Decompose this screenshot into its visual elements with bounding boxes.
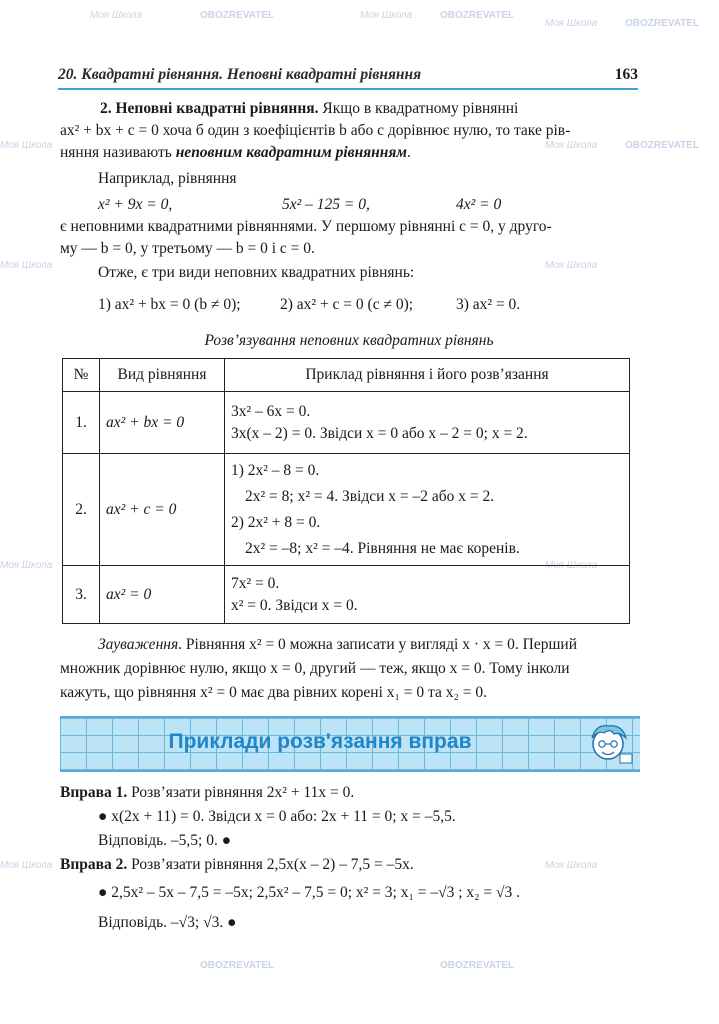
watermark-text: Моя Школа [0,860,53,871]
solution-line: 3x(x – 2) = 0. Звідси x = 0 або x – 2 = 0; x = 2. [231,424,528,442]
column-header: Приклад рівняння і його розв’язання [225,359,630,392]
remark-line-1 [98,634,638,656]
boy-illustration-icon [580,720,636,766]
row-solution [225,566,630,624]
example-lead: Наприклад, рівняння [98,170,237,187]
kind-2: 2) ax² + c = 0 (c ≠ 0); [280,296,414,313]
text: . [406,144,411,161]
row-kind: ax² = 0 [100,566,225,624]
section-paragraph [60,98,638,120]
example-equation-1: x² + 9x = 0, [98,196,173,213]
exercise-1-solution: ● x(2x + 11) = 0. Звідси x = 0 або: 2x + 11 = 0; x = –5,5. [98,808,456,825]
remark-line-3: кажуть, що рівняння x² = 0 має два рівних корені x₁ = 0 та x₂ = 0. [60,684,488,701]
term-incomplete-quadratic: неповним квадратним рівнянням [175,144,407,161]
exercise-1-task [60,782,638,804]
row-number: 3. [63,566,100,624]
row-solution [225,454,630,566]
solution-line: 7x² = 0. [231,574,280,592]
table-row [63,392,630,454]
text: Розв’язати рівняння 2x² + 11x = 0. [131,784,355,801]
watermark-text: Моя Школа [545,860,598,871]
row-kind: ax² + bx = 0 [100,392,225,454]
text: няння називають [60,144,172,161]
remark-line-2: множник дорівнює нулю, якщо x = 0, другий — теж, якщо x = 0. Тому інколи [60,660,570,677]
section-intro: Якщо в квадратному рівнянні [322,100,519,117]
column-header: № [63,359,100,392]
text: . Рівняння x² = 0 можна записати у вигляді x · x = 0. Перший [178,636,577,653]
watermark-text: OBOZREVATEL [440,10,515,21]
watermark-text: Моя Школа [0,140,53,151]
exercise-label: Вправа 2. [60,856,128,873]
watermark-text: Моя Школа [545,18,598,29]
exercise-2-answer: Відповідь. –√3; √3. ● [98,914,237,931]
watermark-text: OBOZREVATEL [625,140,700,151]
chapter-title: 20. Квадратні рівняння. Неповні квадратні рівняння [58,66,422,83]
watermark-text: Моя Школа [360,10,413,21]
watermark-text: Моя Школа [0,560,53,571]
watermark-text: OBOZREVATEL [200,10,275,21]
watermark-text: Моя Школа [0,260,53,271]
remark-label: Зауваження [98,636,179,653]
kinds-lead: Отже, є три види неповних квадратних рівнянь: [98,264,415,281]
solution-line: x² = 0. Звідси x = 0. [231,596,358,614]
solution-line: 2x² = 8; x² = 4. Звідси x = –2 або x = 2. [245,487,495,505]
exercise-2-task [60,854,638,876]
kind-3: 3) ax² = 0. [456,296,521,313]
page-header [58,66,638,90]
solution-line: 2) 2x² + 8 = 0. [231,513,321,531]
table-caption: Розв’язування неповних квадратних рівнянь [204,332,494,349]
row-solution [225,392,630,454]
column-header: Вид рівняння [100,359,225,392]
watermark-text: OBOZREVATEL [440,960,515,971]
solution-line: 3x² – 6x = 0. [231,402,311,420]
example-desc-1: є неповними квадратними рівняннями. У першому рівнянні c = 0, у друго- [60,218,552,235]
row-number: 1. [63,392,100,454]
example-equation-3: 4x² = 0 [456,196,502,213]
exercise-label: Вправа 1. [60,784,128,801]
watermark-text: Моя Школа [545,260,598,271]
solution-line: 2x² = –8; x² = –4. Рівняння не має коренів. [245,539,520,557]
text: Розв’язати рівняння 2,5x(x – 2) – 7,5 = –5x. [131,856,414,873]
banner-title: Приклади розв'язання вправ [168,730,472,753]
table-row [63,454,630,566]
section-line-2: ax² + bx + c = 0 хоча б один з коефіцієнтів b або c дорівнює нулю, то таке рів- [60,122,571,139]
solution-line: 1) 2x² – 8 = 0. [231,461,320,479]
table-row [63,566,630,624]
exercises-banner [60,716,640,772]
kind-1: 1) ax² + bx = 0 (b ≠ 0); [98,296,241,313]
section-line-3 [60,142,638,164]
page-number: 163 [614,66,638,83]
row-number: 2. [63,454,100,566]
table-header-row [63,359,630,392]
row-kind: ax² + c = 0 [100,454,225,566]
example-desc-2: му — b = 0, у третьому — b = 0 і c = 0. [60,240,315,257]
watermark-text: OBOZREVATEL [625,18,700,29]
watermark-text: Моя Школа [90,10,143,21]
exercise-1-answer: Відповідь. –5,5; 0. ● [98,832,232,849]
section-heading: 2. Неповні квадратні рівняння. [100,100,319,117]
watermark-text: Моя Школа [545,140,598,151]
watermark-text: OBOZREVATEL [200,960,275,971]
solutions-table [62,358,630,624]
example-equation-2: 5x² – 125 = 0, [282,196,370,213]
exercise-2-solution: ● 2,5x² – 5x – 7,5 = –5x; 2,5x² – 7,5 = 0; x² = 3; x₁ = –√3 ; x₂ = √3 . [98,884,521,901]
watermark-text: Моя Школа [545,560,598,571]
